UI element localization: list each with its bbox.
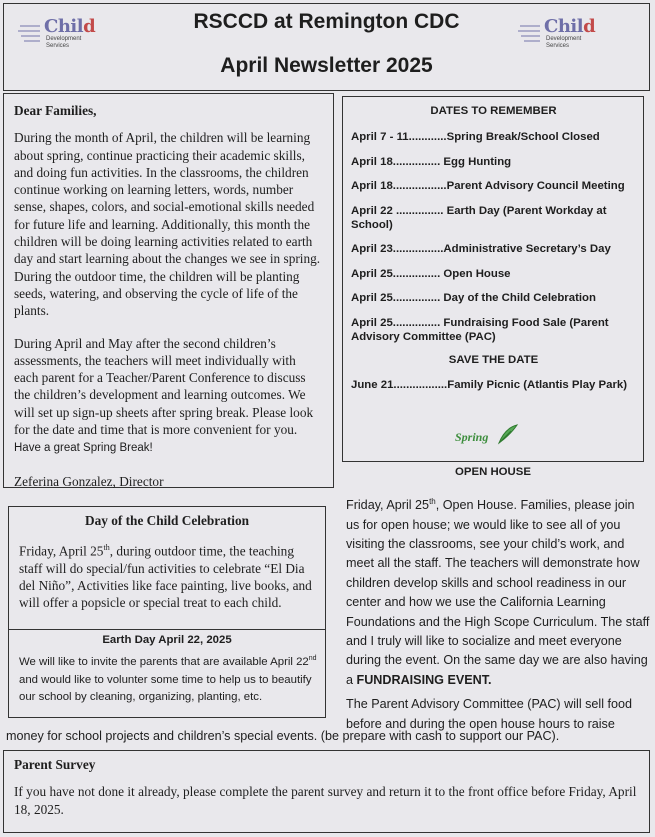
logo-word: Child (544, 16, 596, 37)
letter-greeting: Dear Families, (14, 103, 97, 118)
date-item: April 25............... Day of the Child Celebration (351, 292, 596, 304)
logo-subtext: Development Services (546, 36, 582, 49)
parent-survey-text: If you have not done it already, please complete the parent survey and return it to the front office before Friday, April 18, 2025. (14, 784, 637, 817)
parent-survey-title: Parent Survey (14, 757, 96, 772)
date-item: April 25............... Open House (351, 267, 511, 280)
leaf-icon (497, 423, 519, 445)
day-of-child-text: Friday, April 25th, during outdoor time, the teaching staff will do special/fun activities to celebrate “El Dia del Niño”, Activities like face painting, live books, and will offer a popsicle or special treat to each child. (19, 543, 312, 611)
child-development-logo-right (518, 14, 608, 52)
director-letter (3, 93, 334, 488)
day-of-child-title: Day of the Child Celebration (85, 513, 249, 528)
letter-signature: Zeferina Gonzalez, Director (14, 473, 164, 489)
spring-wordart: Spring (455, 430, 489, 444)
earth-day-title: Earth Day April 22, 2025 (102, 634, 232, 646)
date-item: April 22 ............... Earth Day (Parent Workday at School) (351, 204, 607, 231)
open-house-heading: OPEN HOUSE (455, 466, 531, 478)
letter-paragraph-1: During the month of April, the children will be learning about spring, continue practicing their academic skills, and doing fun activities. In the classrooms, the children continue working on learning letters, words, number sense, shapes, colors, and social-emotional skills needed for future life and learning. Additionally, this month the children will be doing learning activities related to earth day and start learning about the changes we see in spring. During the outdoor time, the children will be planting seeds, watering, and observing the cycle of life of the plants. (14, 130, 321, 319)
open-house-paragraph-1: Friday, April 25th, Open House. Families, please join us for open house; we would like to see all of you visiting the classrooms, see your child’s work, and meet all the staff. The teachers will demonstrate how children develop skills and school readiness in our center and how we use the California Learning Foundations and the High Scope Curriculum. The staff and I truly will like to socialize and meet everyone during the event. On the same day we are also having a FUNDRAISING EVENT. (346, 497, 650, 687)
logo-lines-icon (518, 20, 544, 46)
dates-to-remember (342, 96, 644, 462)
parent-survey-box (3, 750, 650, 833)
divider (9, 629, 325, 630)
date-item: April 23................Administrative Secretary’s Day (351, 243, 611, 255)
logo-subtext: Development Services (46, 36, 82, 49)
save-the-date-heading: SAVE THE DATE (448, 354, 539, 366)
date-item: April 7 - 11............Spring Break/School Closed (351, 131, 600, 143)
date-item: April 18.................Parent Advisory Council Meeting (351, 180, 625, 192)
open-house-text (346, 492, 651, 734)
letter-paragraph-2: During April and May after the second children’s assessments, the teachers will meet individually with each parent for a Teacher/Parent Conference to discuss the children’s development and learning outcomes. We will set up sign-up sheets after spring break. Please look for the date and time that is more convenient for you. Have a great Spring Break! (14, 335, 314, 455)
open-house-paragraph-2-continued: money for school projects and children’s special events. (be prepare with cash to support our PAC). (6, 729, 560, 743)
date-item: April 25............... Fundraising Food Sale (Parent Advisory Committee (PAC) (351, 316, 609, 343)
date-item: April 18............... Egg Hunting (351, 155, 512, 168)
newsletter-header (3, 3, 650, 91)
logo-word: Child (44, 16, 96, 37)
save-date-item: June 21.................Family Picnic (Atlantis Play Park) (351, 379, 628, 391)
day-of-child-box (8, 506, 326, 718)
newsletter-subtitle: April Newsletter 2025 (220, 54, 433, 77)
dates-heading: DATES TO REMEMBER (430, 105, 557, 117)
open-house-paragraph-2: The Parent Advisory Committee (PAC) will sell food before and during the open house hours to raise (346, 697, 633, 731)
newsletter-title: RSCCD at Remington CDC (193, 10, 460, 33)
earth-day-text: We will like to invite the parents that are available April 22nd and would like to volunter some time to help us to beautify our school by cleaning, organizing, planting, etc. (19, 655, 317, 704)
